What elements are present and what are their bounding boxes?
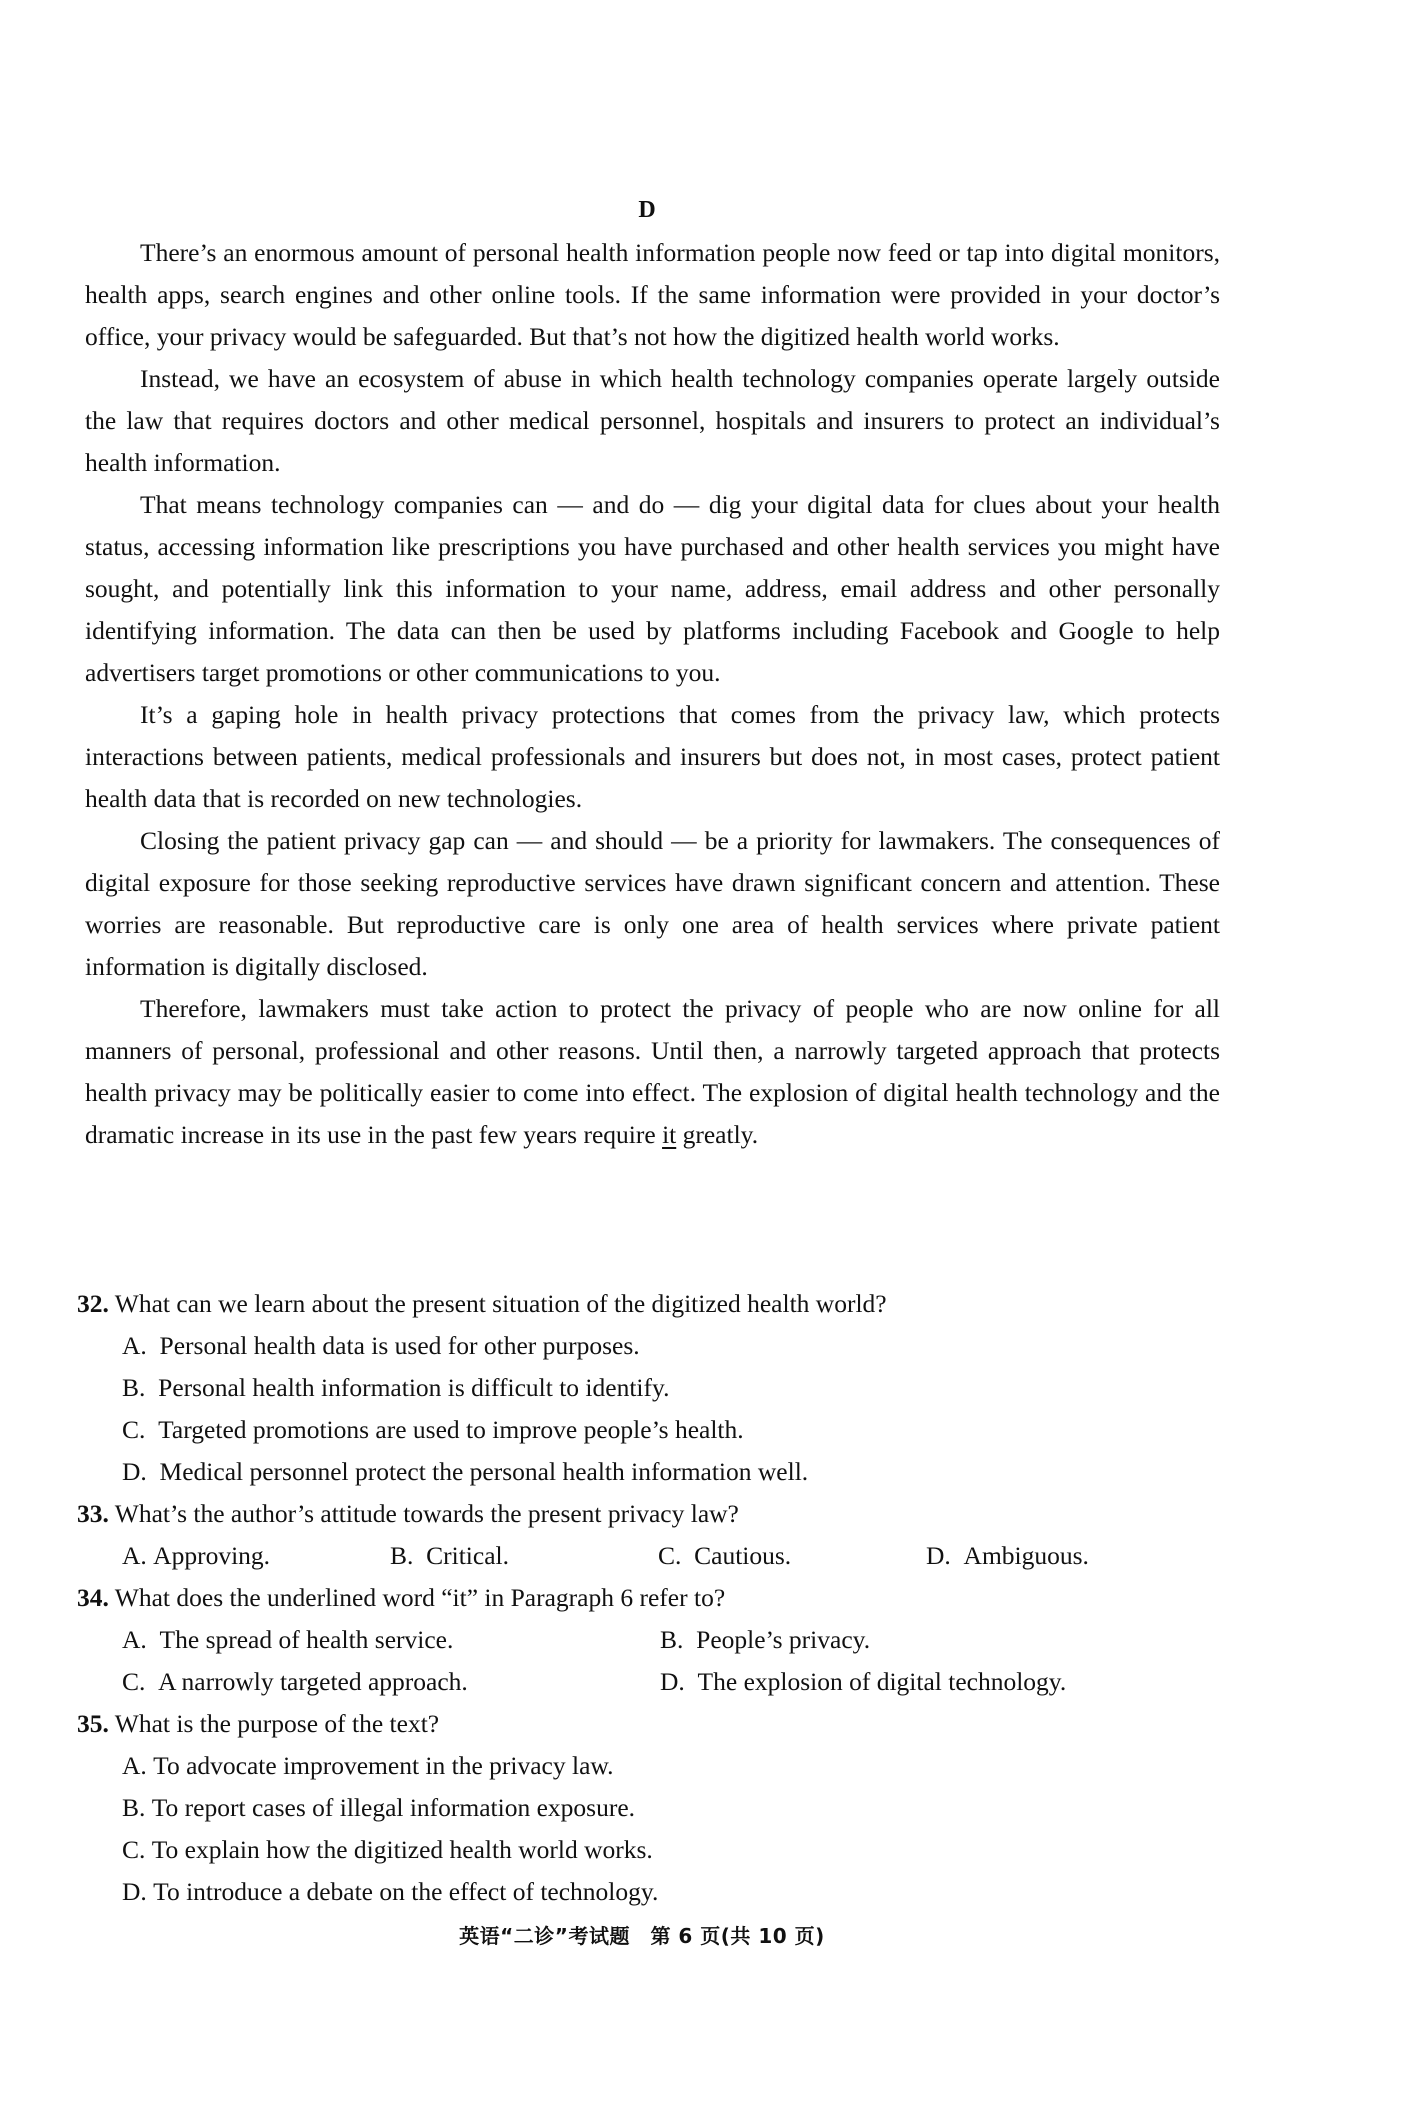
option-label: A. [122,1331,147,1360]
option-text: Targeted promotions are used to improve people’s health. [158,1415,744,1444]
option-34-d[interactable] [660,1661,1198,1703]
question-number: 33. [77,1499,109,1528]
option-35-b[interactable] [77,1787,1277,1829]
question-list [77,1283,1277,1913]
option-35-c[interactable] [77,1829,1277,1871]
paragraph-6-text: Therefore, lawmakers must take action to protect the privacy of people who are now online for all manners of personal, professional and other reasons. Until then, a narrowly targeted approach that protects health privacy may be politically easier to come into effect. The explosion of digital health technology and the dramatic increase in its use in the past few years require [85,994,1220,1149]
passage-paragraph-6 [85,988,1220,1156]
options-row-33 [77,1535,1277,1577]
option-label: D. [122,1457,147,1486]
option-label: D. [660,1667,685,1696]
options-row-34-ab [77,1619,1277,1661]
option-text: To introduce a debate on the effect of technology. [153,1877,659,1906]
question-text: What can we learn about the present situation of the digitized health world? [108,1289,887,1318]
option-34-b[interactable] [660,1619,1198,1661]
option-33-a[interactable] [122,1535,390,1577]
question-35 [77,1703,1277,1745]
option-label: A. [122,1625,147,1654]
option-text: The spread of health service. [159,1625,454,1654]
options-row-34-cd [77,1661,1277,1703]
option-text: Personal health information is difficult to identify. [158,1373,670,1402]
question-33 [77,1493,1277,1535]
option-33-d[interactable] [926,1535,1194,1577]
section-heading: D [638,197,656,223]
question-number: 35. [77,1709,109,1738]
option-text: Critical. [426,1541,509,1570]
passage-paragraph-5: Closing the patient privacy gap can — and should — be a priority for lawmakers. The consequences of digital exposure for those seeking reproductive services have drawn significant concern and attention. These worries are reasonable. But reproductive care is only one area of health services where private patient information is digitally disclosed. [85,826,1220,981]
option-text: Approving. [153,1541,271,1570]
option-label: C. [122,1835,146,1864]
question-number: 34. [77,1583,109,1612]
option-32-b[interactable] [77,1367,1277,1409]
option-text: People’s privacy. [696,1625,871,1654]
option-label: B. [122,1373,146,1402]
option-32-d[interactable] [77,1451,1277,1493]
option-text: Medical personnel protect the personal health information well. [159,1457,809,1486]
passage-paragraph-4: It’s a gaping hole in health privacy protections that comes from the privacy law, which protects interactions between patients, medical professionals and insurers but does not, in most cases, protect patient health data that is recorded on new technologies. [85,700,1220,813]
underlined-word-it: it [662,1120,677,1149]
option-35-a[interactable] [77,1745,1277,1787]
option-text: The explosion of digital technology. [697,1667,1067,1696]
option-32-a[interactable] [77,1325,1277,1367]
option-32-c[interactable] [77,1409,1277,1451]
question-number: 32. [77,1289,109,1318]
option-text: To report cases of illegal information exposure. [151,1793,636,1822]
option-label: B. [122,1793,146,1822]
option-label: A. [122,1751,147,1780]
option-label: B. [390,1541,414,1570]
option-label: B. [660,1625,684,1654]
option-label: D. [926,1541,951,1570]
option-label: C. [122,1415,146,1444]
option-label: D. [122,1877,147,1906]
option-text: To advocate improvement in the privacy law. [153,1751,614,1780]
paragraph-6-end: greatly. [676,1120,759,1149]
option-label: A. [122,1541,147,1570]
passage-paragraph-3: That means technology companies can — and do — dig your digital data for clues about your health status, accessing information like prescriptions you have purchased and other health services you might have sought, and potentially link this information to your name, address, email address and other personally identifying information. The data can then be used by platforms including Facebook and Google to help advertisers target promotions or other communications to you. [85,490,1220,687]
question-text: What does the underlined word “it” in Paragraph 6 refer to? [108,1583,726,1612]
option-text: A narrowly targeted approach. [158,1667,468,1696]
page-footer: 英语“二诊”考试题 第 6 页(共 10 页) [459,1924,825,1948]
option-34-c[interactable] [122,1661,660,1703]
option-text: To explain how the digitized health world works. [151,1835,653,1864]
option-35-d[interactable] [77,1871,1277,1913]
option-34-a[interactable] [122,1619,660,1661]
option-label: C. [658,1541,682,1570]
option-33-b[interactable] [390,1535,658,1577]
option-text: Ambiguous. [963,1541,1089,1570]
option-label: C. [122,1667,146,1696]
question-32 [77,1283,1277,1325]
question-text: What is the purpose of the text? [108,1709,440,1738]
passage-paragraph-2: Instead, we have an ecosystem of abuse in which health technology companies operate largely outside the law that requires doctors and other medical personnel, hospitals and insurers to protect an individual’s health information. [85,364,1220,477]
passage-paragraph-1: There’s an enormous amount of personal health information people now feed or tap into digital monitors, health apps, search engines and other online tools. If the same information were provided in your doctor’s office, your privacy would be safeguarded. But that’s not how the digitized health world works. [85,238,1220,351]
reading-passage [85,232,1220,1156]
option-text: Personal health data is used for other purposes. [159,1331,640,1360]
option-33-c[interactable] [658,1535,926,1577]
question-34 [77,1577,1277,1619]
option-text: Cautious. [694,1541,792,1570]
question-text: What’s the author’s attitude towards the present privacy law? [108,1499,739,1528]
